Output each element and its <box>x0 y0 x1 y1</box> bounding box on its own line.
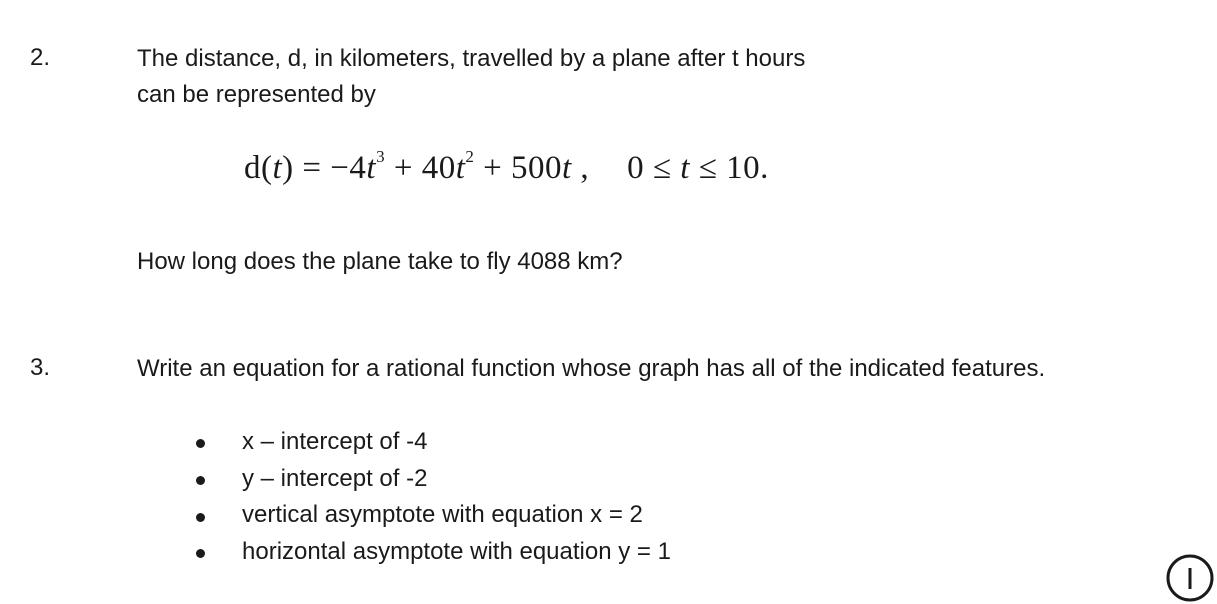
list-item: vertical asymptote with equation x = 2 <box>190 497 671 534</box>
question-text-line-1: The distance, d, in kilometers, travelled by a plane after t hours <box>137 45 806 72</box>
question-prompt: Write an equation for a rational function whose graph has all of the indicated features. <box>137 355 1046 382</box>
list-item: x – intercept of -4 <box>190 424 671 461</box>
info-circle-icon[interactable] <box>1164 552 1216 604</box>
question-number: 3. <box>30 354 51 381</box>
list-item: y – intercept of -2 <box>190 461 671 498</box>
list-item: horizontal asymptote with equation y = 1 <box>190 534 671 571</box>
bullet-icon <box>196 513 205 522</box>
bullet-icon <box>196 549 205 558</box>
question-number: 2. <box>30 44 51 71</box>
distance-equation: $d(t) = -4t^3 + 40t^2 + 500t$ , 0 ≤ t ≤ 10. <box>244 147 769 186</box>
question-prompt: How long does the plane take to fly 4088 km? <box>137 248 623 275</box>
question-text-line-2: can be represented by <box>137 81 376 108</box>
feature-list <box>190 424 671 571</box>
bullet-icon <box>196 476 205 485</box>
bullet-icon <box>196 439 205 448</box>
